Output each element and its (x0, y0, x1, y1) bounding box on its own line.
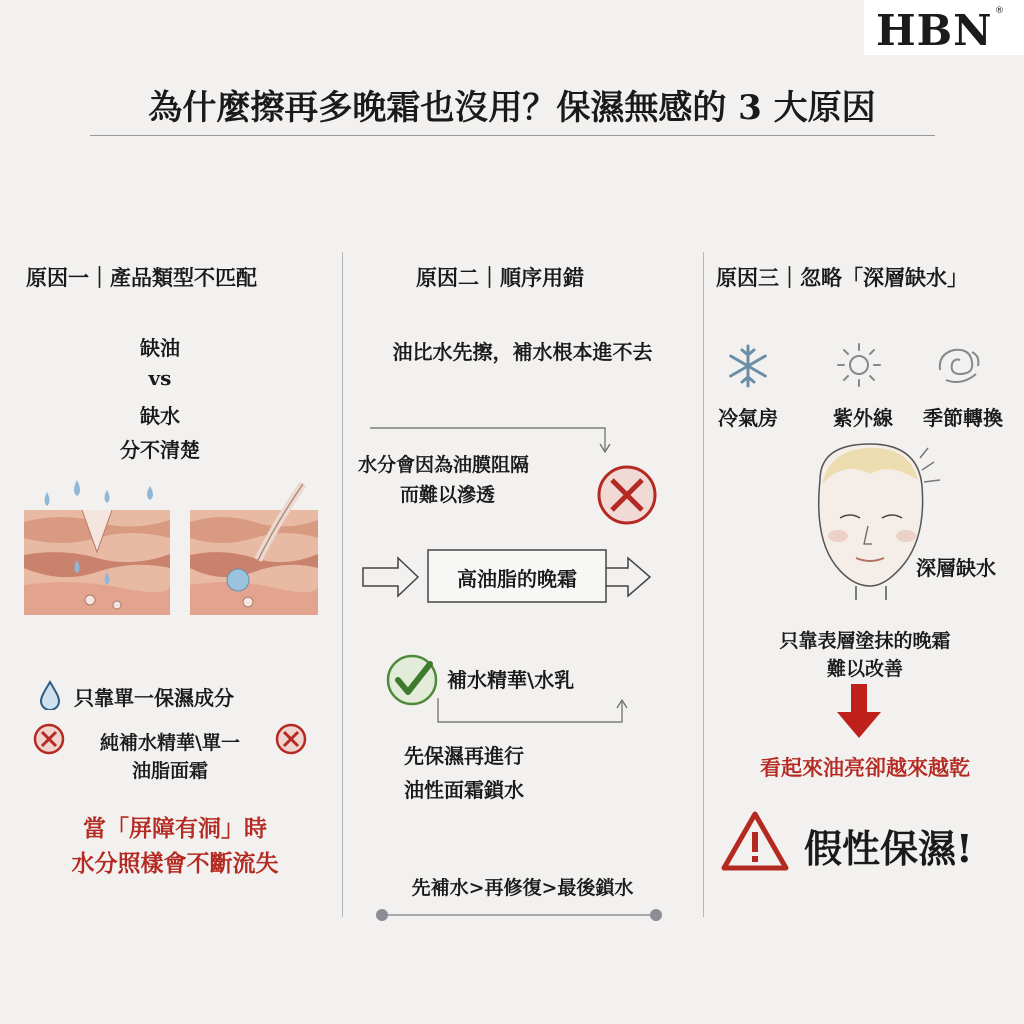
icon-label-uv: 紫外線 (833, 406, 893, 430)
col1-line-oil: 缺油 (140, 336, 180, 360)
brand-logo (864, 0, 1024, 55)
col1-line-vs: vs (148, 366, 172, 390)
col2-reason-line1: 水分會因為油膜阻隔 (358, 454, 530, 476)
col2-check-label: 補水精華\水乳 (447, 668, 575, 692)
column2-heading: 原因二｜順序用錯 (416, 265, 584, 290)
col1-bullet: 只靠單一保濕成分 (74, 686, 234, 710)
col2-tip-line2: 油性面霜鎖水 (404, 778, 524, 802)
wind-icon (932, 340, 984, 390)
down-arrow-icon (834, 682, 884, 740)
column1-heading: 原因一｜產品類型不匹配 (26, 265, 257, 290)
col1-line-water: 缺水 (140, 404, 180, 428)
water-drop-icon (38, 680, 62, 710)
cross-icon-left (32, 722, 66, 756)
col1-warning-line2: 水分照樣會不斷流失 (71, 850, 279, 877)
col1-line-unclear: 分不清楚 (120, 438, 200, 462)
col1-note-line1: 純補水精華\單一 (100, 732, 240, 754)
page-title: 為什麼擦再多晚霜也沒用？保濕無感的 3 大原因 (148, 88, 876, 128)
registered-mark: ® (995, 6, 1004, 16)
snowflake-icon (724, 342, 772, 390)
sun-icon (834, 340, 884, 390)
column-divider-1 (342, 252, 343, 917)
icon-label-season: 季節轉換 (923, 406, 1003, 430)
col1-warning-line1: 當「屏障有洞」時 (83, 815, 267, 842)
skin-illustration-left (22, 480, 172, 620)
cross-icon-large (594, 462, 660, 528)
col1-note-line2: 油脂面霜 (131, 760, 208, 782)
face-label: 深層缺水 (916, 552, 996, 581)
logo-text: HBN (876, 6, 993, 55)
col2-subtitle: 油比水先擦，補水根本進不去 (392, 340, 653, 364)
cross-icon-right (274, 722, 308, 756)
skin-illustration-right (188, 480, 320, 620)
column3-heading: 原因三｜忽略「深層缺水」 (716, 265, 968, 290)
col2-flow: 先補水>再修復>最後鎖水 (411, 877, 634, 899)
col3-note-line1: 只靠表層塗抹的晚霜 (779, 630, 951, 652)
col2-arrow-label: 高油脂的晚霜 (457, 567, 577, 591)
col3-note-line2: 難以改善 (826, 658, 903, 680)
icon-label-aircon: 冷氣房 (718, 406, 778, 430)
connector-arrow-bottom (430, 696, 640, 730)
warning-icon (720, 810, 790, 874)
col2-reason-line2: 而難以滲透 (400, 484, 496, 506)
col2-tip-line1: 先保濕再進行 (404, 744, 524, 768)
col3-result: 看起來油亮卻越來越乾 (760, 755, 970, 780)
col3-warning: 假性保濕! (804, 826, 973, 871)
title-divider (90, 135, 935, 136)
column-divider-2 (703, 252, 704, 917)
flow-bar (372, 906, 666, 924)
